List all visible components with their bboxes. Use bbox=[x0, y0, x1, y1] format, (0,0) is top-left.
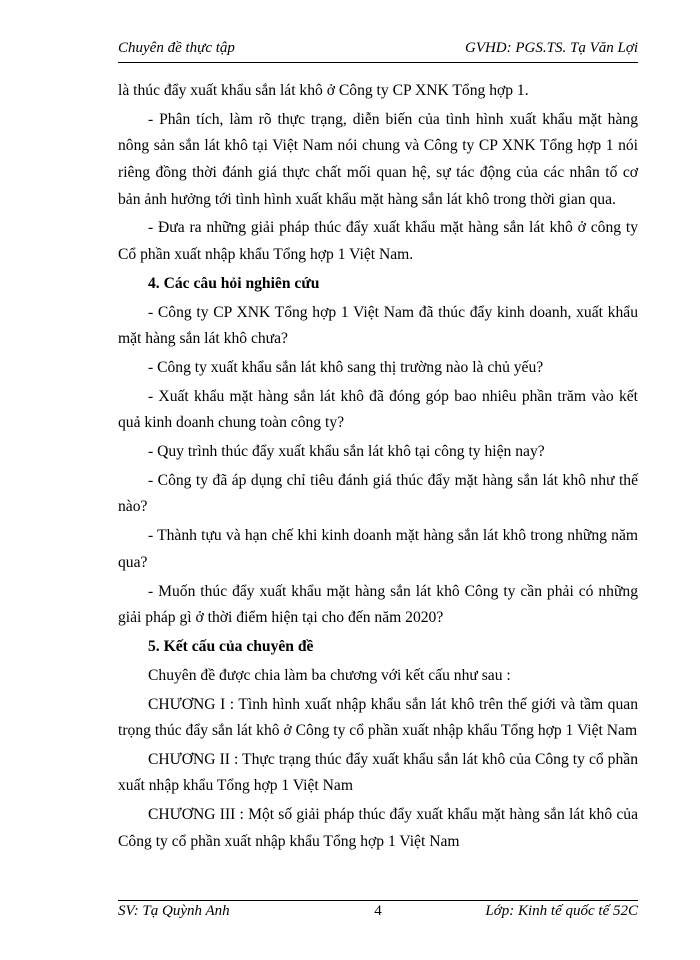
research-question-5: - Công ty đã áp dụng chỉ tiêu đánh giá thúc đẩy mặt hàng sắn lát khô như thế nào? bbox=[118, 471, 638, 516]
page-footer bbox=[118, 903, 638, 925]
header-supervisor: GVHD: PGS.TS. Tạ Văn Lợi bbox=[464, 40, 638, 56]
section-heading-structure: 5. Kết cấu của chuyên đề bbox=[148, 637, 314, 655]
header-topic: Chuyên đề thực tập bbox=[118, 40, 235, 56]
paragraph-chapter-3: CHƯƠNG III : Một số giải pháp thúc đẩy xuất khẩu mặt hàng sắn lát khô của Công ty cổ phần xuất nhập khẩu Tổng hợp 1 Việt Nam bbox=[118, 806, 638, 850]
paragraph-chapter-2: CHƯƠNG II : Thực trạng thúc đẩy xuất khẩu sắn lát khô của Công ty cổ phần xuất nhập khẩu Tổng hợp 1 Việt Nam bbox=[118, 750, 638, 795]
research-question-7: - Muốn thúc đẩy xuất khẩu mặt hàng sắn lát khô Công ty cần phải có những giải pháp gì ở thời điểm hiện tại cho đến năm 2020? bbox=[118, 582, 638, 627]
paragraph-continuation: là thúc đẩy xuất khẩu sắn lát khô ở Công ty CP XNK Tổng hợp 1. bbox=[118, 82, 529, 99]
research-question-1: - Công ty CP XNK Tổng hợp 1 Việt Nam đã thúc đẩy kinh doanh, xuất khẩu mặt hàng sắn lát khô chưa? bbox=[118, 303, 638, 348]
page-body bbox=[118, 78, 638, 858]
footer-class: Lớp: Kinh tế quốc tế 52C bbox=[485, 903, 638, 919]
footer-divider bbox=[118, 900, 638, 901]
footer-student: SV: Tạ Quỳnh Anh bbox=[118, 903, 230, 919]
research-question-2: - Công ty xuất khẩu sắn lát khô sang thị trường nào là chủ yếu? bbox=[148, 358, 544, 376]
paragraph-structure-intro: Chuyên đề được chia làm ba chương với kết cấu như sau : bbox=[148, 666, 511, 684]
page-number: 4 bbox=[374, 903, 382, 919]
header-divider bbox=[118, 62, 638, 63]
paragraph-chapter-1: CHƯƠNG I : Tình hình xuất nhập khẩu sắn lát khô trên thế giới và tầm quan trọng thúc đẩy sắn lát khô ở Công ty cổ phần xuất nhập khẩu Tổng hợp 1 Việt Nam bbox=[118, 695, 638, 740]
page-header bbox=[118, 40, 638, 62]
paragraph-objective-analysis: - Phân tích, làm rõ thực trạng, diễn biến của tình hình xuất khẩu mặt hàng nông sản sắn lát khô tại Việt Nam nói chung và Công ty CP XNK Tổng hợp 1 nói riêng đồng thời đánh giá thực chất mối quan hệ, sự tác động của các nhân tố cơ bản ảnh hưởng tới tình hình xuất khẩu mặt hàng sắn lát khô trong thời gian qua. bbox=[118, 110, 638, 208]
paragraph-objective-solutions: - Đưa ra những giải pháp thúc đẩy xuất khẩu mặt hàng sắn lát khô ở công ty Cổ phần xuất nhập khẩu Tổng hợp 1 Việt Nam. bbox=[118, 219, 638, 263]
research-question-3: - Xuất khẩu mặt hàng sắn lát khô đã đóng góp bao nhiêu phần trăm vào kết quả kinh doanh chung toàn công ty? bbox=[118, 387, 638, 432]
research-question-4: - Quy trình thúc đẩy xuất khẩu sắn lát khô tại công ty hiện nay? bbox=[148, 443, 545, 461]
section-heading-research-questions: 4. Các câu hỏi nghiên cứu bbox=[148, 274, 320, 292]
research-question-6: - Thành tựu và hạn chế khi kinh doanh mặt hàng sắn lát khô trong những năm qua? bbox=[118, 527, 638, 571]
